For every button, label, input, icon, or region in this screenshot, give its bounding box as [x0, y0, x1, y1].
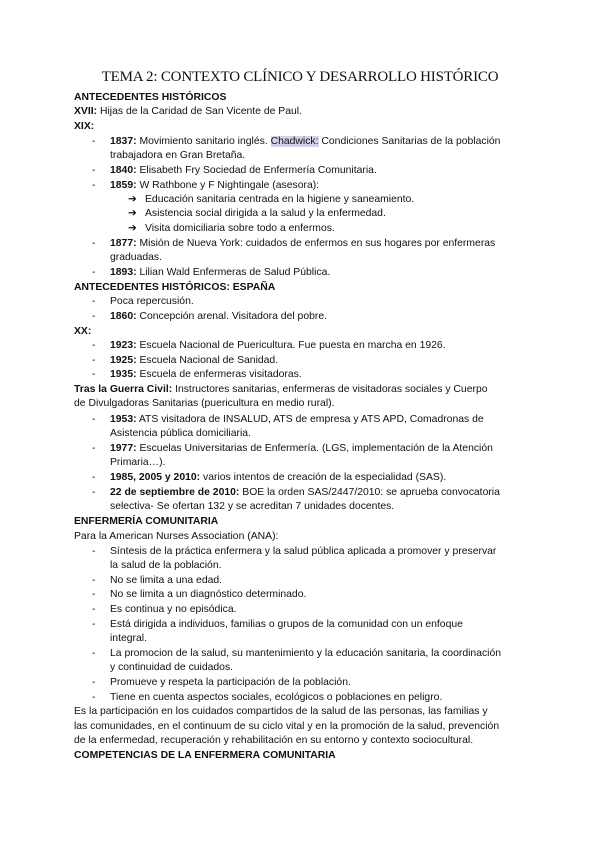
item-2010-text: BOE la orden SAS/2447/2010: se aprueba convocatoria — [239, 487, 500, 498]
ana-item-aspectos: Tiene en cuenta aspectos sociales, ecológicos o poblaciones en peligro. — [110, 692, 443, 703]
ana-item-dirigida: Está dirigida a individuos, familias o grupos de la comunidad con un enfoque — [110, 619, 463, 630]
bullet-dash: - — [92, 340, 96, 351]
item-1935-year: 1935: — [110, 369, 137, 380]
xvii-label: XVII: — [74, 106, 98, 117]
arrow-icon: ➔ — [128, 208, 137, 219]
item-2010 — [110, 486, 500, 500]
item-1977 — [110, 442, 493, 456]
paragraph-line-2: las comunidades, en el continuum de su ciclo vital y en la promoción de la salud, prevención — [74, 721, 500, 732]
bullet-dash: - — [92, 267, 96, 278]
guerra-civil-cont: de Divulgadoras Sanitarias (puericultura en medio rural). — [74, 398, 335, 409]
guerra-civil-text: Instructores sanitarias, enfermeras de visitadoras sociales y Cuerpo — [172, 384, 488, 395]
item-1893-year: 1893: — [110, 267, 137, 278]
item-1837-year: 1837: — [110, 136, 137, 147]
item-1977-year: 1977: — [110, 443, 137, 454]
page-title: TEMA 2: CONTEXTO CLÍNICO Y DESARROLLO HISTÓRICO — [101, 69, 499, 85]
item-1893 — [110, 266, 330, 280]
ana-item-sintesis-cont: la salud de la población. — [110, 560, 222, 571]
item-1859-text: W Rathbone y F Nightingale (asesora): — [136, 180, 320, 191]
item-1985-text: varios intentos de creación de la especialidad (SAS). — [200, 472, 447, 483]
ana-item-promocion-cont: y continuidad de cuidados. — [110, 662, 234, 673]
item-1860-year: 1860: — [110, 311, 137, 322]
bullet-dash: - — [92, 472, 96, 483]
item-1953-cont: Asistencia pública domiciliaria. — [110, 428, 251, 439]
item-1935-text: Escuela de enfermeras visitadoras. — [136, 369, 302, 380]
ana-item-promocion: La promocion de la salud, su mantenimiento y la educación sanitaria, la coordinación — [110, 648, 502, 659]
item-1935 — [110, 368, 302, 382]
item-1840-text: Elisabeth Fry Sociedad de Enfermería Comunitaria. — [136, 165, 377, 176]
ana-item-participacion: Promueve y respeta la participación de la población. — [110, 677, 351, 688]
item-1837 — [110, 135, 500, 149]
item-1923-year: 1923: — [110, 340, 137, 351]
item-2010-year: 22 de septiembre de 2010: — [110, 487, 240, 498]
item-1893-text: Lilian Wald Enfermeras de Salud Pública. — [136, 267, 331, 278]
ana-item-continua: Es continua y no episódica. — [110, 604, 237, 615]
item-1923-text: Escuela Nacional de Puericultura. Fue puesta en marcha en 1926. — [136, 340, 446, 351]
item-1977-cont: Primaria…). — [110, 457, 166, 468]
item-2010-cont: selectiva- Se ofertan 132 y se acreditan 7 unidades docentes. — [110, 501, 395, 512]
item-1953 — [110, 413, 484, 427]
bullet-dash: - — [92, 546, 96, 557]
bullet-dash: - — [92, 604, 96, 615]
guerra-civil-line — [74, 383, 488, 397]
bullet-dash: - — [92, 648, 96, 659]
item-1923 — [110, 339, 446, 353]
bullet-dash: - — [92, 619, 96, 630]
item-1925 — [110, 354, 278, 368]
bullet-dash: - — [92, 369, 96, 380]
bullet-dash: - — [92, 443, 96, 454]
paragraph-line-1: Es la participación en los cuidados compartidos de la salud de las personas, las familias y — [74, 706, 488, 717]
bullet-dash: - — [92, 238, 96, 249]
item-1840-year: 1840: — [110, 165, 137, 176]
item-1877-year: 1877: — [110, 238, 137, 249]
bullet-dash: - — [92, 180, 96, 191]
bullet-dash: - — [92, 677, 96, 688]
bullet-dash: - — [92, 414, 96, 425]
bullet-dash: - — [92, 296, 96, 307]
ana-item-sintesis: Síntesis de la práctica enfermera y la salud pública aplicada a promover y preservar — [110, 546, 497, 557]
ana-item-dirigida-cont: integral. — [110, 633, 147, 644]
xvii-line — [74, 105, 302, 119]
xx-label: XX: — [74, 326, 92, 337]
bullet-dash: - — [92, 575, 96, 586]
bullet-dash: - — [92, 487, 96, 498]
item-poca-repercusion: Poca repercusión. — [110, 296, 194, 307]
paragraph-line-3: de la enfermedad, recuperación y rehabilitación en su entorno y contexto sociocultural. — [74, 735, 474, 746]
item-1877 — [110, 237, 495, 251]
section-heading-competencias: COMPETENCIAS DE LA ENFERMERA COMUNITARIA — [74, 750, 336, 761]
item-1837-cont: trabajadora en Gran Bretaña. — [110, 150, 246, 161]
item-1925-text: Escuela Nacional de Sanidad. — [136, 355, 279, 366]
item-1837-text-b: Condiciones Sanitarias de la población — [318, 136, 501, 147]
item-1985-year: 1985, 2005 y 2010: — [110, 472, 201, 483]
item-1859 — [110, 179, 319, 193]
ana-item-diagnostico: No se limita a un diagnóstico determinado. — [110, 589, 307, 600]
sub-item-asistencia: Asistencia social dirigida a la salud y la enfermedad. — [145, 208, 386, 219]
item-1985 — [110, 471, 446, 485]
item-1925-year: 1925: — [110, 355, 137, 366]
bullet-dash: - — [92, 165, 96, 176]
item-1877-cont: graduadas. — [110, 252, 162, 263]
arrow-icon: ➔ — [128, 223, 137, 234]
item-1953-text: ATS visitadora de INSALUD, ATS de empresa y ATS APD, Comadronas de — [136, 414, 484, 425]
xvii-text: Hijas de la Caridad de San Vicente de Paul. — [97, 106, 302, 117]
section-heading-enfermeria: ENFERMERÍA COMUNITARIA — [74, 516, 219, 527]
ana-item-edad: No se limita a una edad. — [110, 575, 223, 586]
ana-intro: Para la American Nurses Association (ANA): — [74, 531, 279, 542]
guerra-civil-label: Tras la Guerra Civil: — [74, 384, 173, 395]
xix-label: XIX: — [74, 121, 95, 132]
item-1977-text: Escuelas Universitarias de Enfermería. (LGS, implementación de la Atención — [136, 443, 493, 454]
item-1859-year: 1859: — [110, 180, 137, 191]
highlight-chadwick: Chadwick: — [270, 136, 319, 147]
item-1840 — [110, 164, 377, 178]
bullet-dash: - — [92, 692, 96, 703]
section-heading-antecedentes: ANTECEDENTES HISTÓRICOS — [74, 92, 227, 103]
sub-item-educacion: Educación sanitaria centrada en la higiene y saneamiento. — [145, 194, 415, 205]
item-1860 — [110, 310, 327, 324]
item-1860-text: Concepción arenal. Visitadora del pobre. — [136, 311, 328, 322]
item-1877-text: Misión de Nueva York: cuidados de enfermos en sus hogares por enfermeras — [136, 238, 496, 249]
sub-item-visita: Visita domiciliaria sobre todo a enfermos. — [145, 223, 335, 234]
bullet-dash: - — [92, 589, 96, 600]
arrow-icon: ➔ — [128, 194, 137, 205]
bullet-dash: - — [92, 136, 96, 147]
bullet-dash: - — [92, 355, 96, 366]
section-heading-espana: ANTECEDENTES HISTÓRICOS: ESPAÑA — [74, 282, 276, 293]
item-1953-year: 1953: — [110, 414, 137, 425]
bullet-dash: - — [92, 311, 96, 322]
item-1837-text: Movimiento sanitario inglés. — [136, 136, 271, 147]
